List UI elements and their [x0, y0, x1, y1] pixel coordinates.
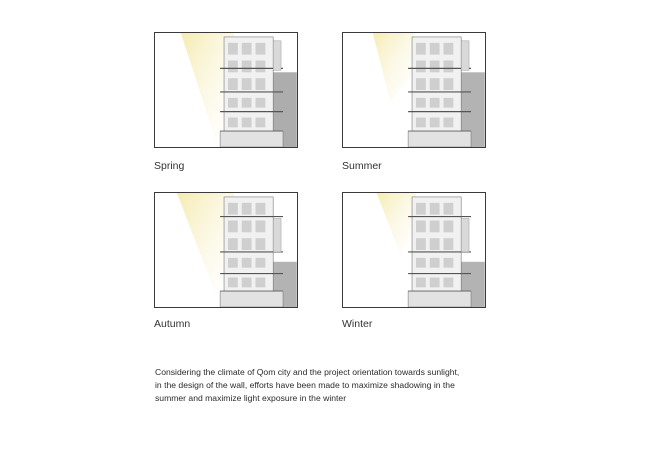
description-line: summer and maximize light exposure in the winter	[155, 393, 347, 403]
rendering-summer	[342, 32, 486, 148]
building-illustration	[343, 33, 485, 147]
building-illustration	[155, 33, 297, 147]
sunlight-beam	[377, 193, 416, 254]
caption-spring: Spring	[154, 160, 185, 172]
rendering-autumn	[154, 192, 298, 308]
description-line: Considering the climate of Qom city and the project orientation towards sunlight,	[155, 367, 460, 377]
caption-winter: Winter	[342, 318, 373, 330]
rendering-winter	[342, 192, 486, 308]
caption-autumn: Autumn	[154, 318, 191, 330]
building-illustration	[343, 193, 485, 307]
sunlight-beam	[373, 33, 414, 102]
description-text	[155, 366, 515, 405]
rendering-spring	[154, 32, 298, 148]
description-line: in the design of the wall, efforts have been made to maximize shadowing in the	[155, 380, 455, 390]
building-illustration	[155, 193, 297, 307]
caption-summer: Summer	[342, 160, 382, 172]
